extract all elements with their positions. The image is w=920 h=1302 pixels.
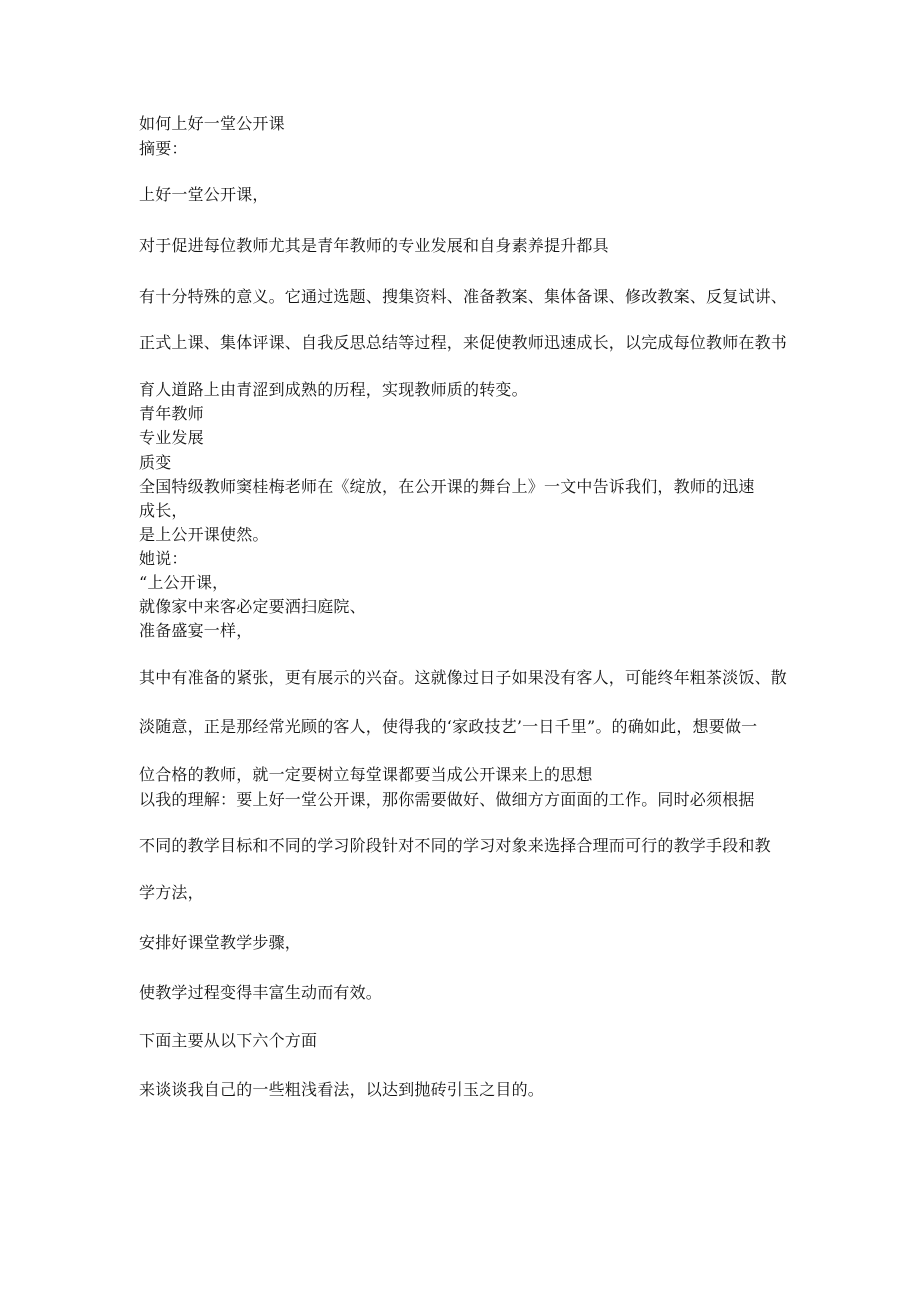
abstract-label: 摘要： [139,139,188,158]
abstract-line: 育人道路上由青涩到成熟的历程，实现教师质的转变。 [139,380,528,399]
body-line: 安排好课堂教学步骤， [139,933,302,952]
body-line: 就像家中来客必定要洒扫庭院、 [139,597,366,616]
body-line: 不同的教学目标和不同的学习阶段针对不同的学习对象来选择合理而可行的教学手段和教 [139,836,771,855]
keyword: 质变 [139,453,172,472]
body-line: 来谈谈我自己的一些粗浅看法，以达到抛砖引玉之目的。 [139,1080,545,1099]
keyword: 青年教师 [139,404,204,423]
body-line: 位合格的教师，就一定要树立每堂课都要当成公开课来上的思想 [139,765,593,784]
abstract-line: 有十分特殊的意义。它通过选题、搜集资料、准备教案、集体备课、修改教案、反复试讲、 [139,287,788,306]
body-line: 以我的理解：要上好一堂公开课，那你需要做好、做细方方面面的工作。同时必须根据 [139,790,755,809]
body-line: 下面主要从以下六个方面 [139,1031,318,1050]
body-line: 其中有准备的紧张，更有展示的兴奋。这就像过日子如果没有客人，可能终年粗茶淡饭、散 [139,668,788,687]
abstract-line: 对于促进每位教师尤其是青年教师的专业发展和自身素养提升都具 [139,236,609,255]
body-line: 学方法， [139,883,204,902]
keyword: 专业发展 [139,428,204,447]
abstract-line: 上好一堂公开课， [139,185,269,204]
body-line: 准备盛宴一样， [139,621,253,640]
body-line: “上公开课， [139,573,229,592]
document-title: 如何上好一堂公开课 [139,114,285,133]
body-line: 使教学过程变得丰富生动而有效。 [139,983,383,1002]
body-line: 淡随意，正是那经常光顾的客人，使得我的‘家政技艺’一日千里”。的确如此，想要做一 [139,717,758,736]
body-line: 是上公开课使然。 [139,525,269,544]
body-line: 她说： [139,549,188,568]
abstract-line: 正式上课、集体评课、自我反思总结等过程，来促使教师迅速成长，以完成每位教师在教书 [139,333,788,352]
body-line: 成长， [139,501,188,520]
body-line: 全国特级教师窦桂梅老师在《绽放，在公开课的舞台上》一文中告诉我们，教师的迅速 [139,477,755,496]
